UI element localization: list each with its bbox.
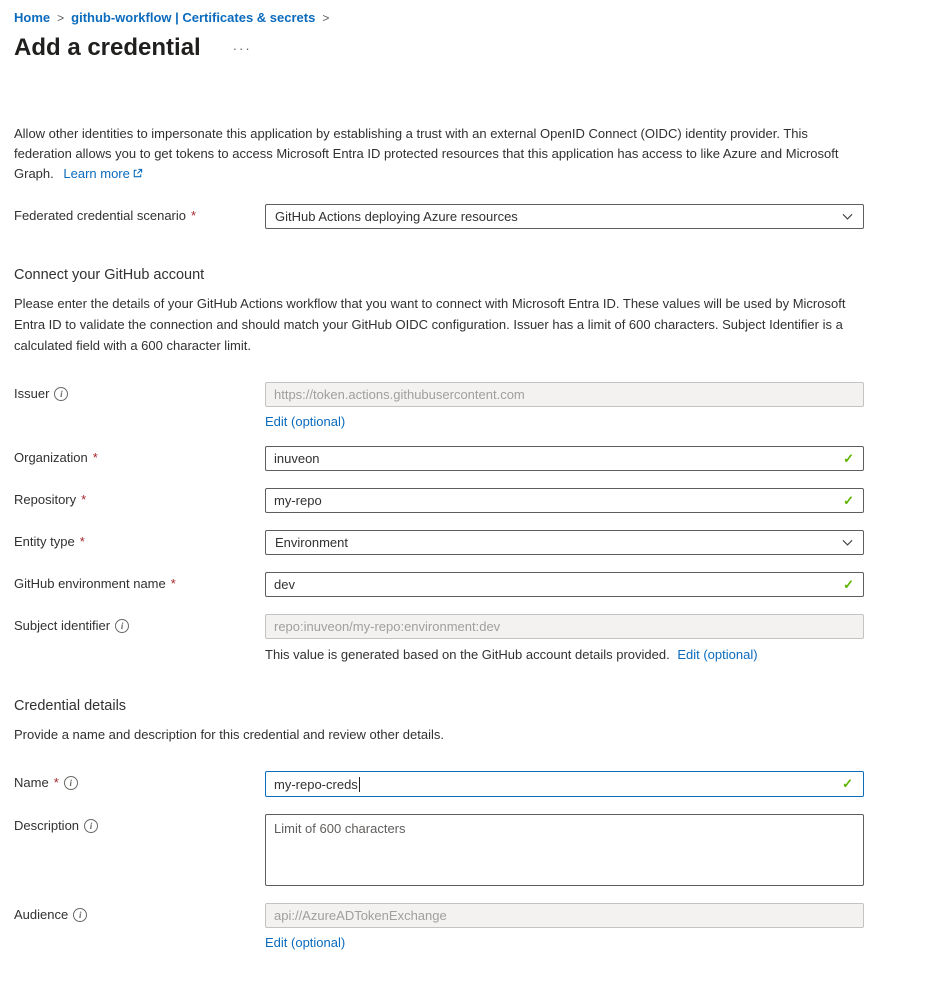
description-textarea[interactable] (265, 814, 864, 886)
entity-type-label: Entity type (14, 534, 75, 549)
repository-input[interactable] (265, 488, 864, 513)
subject-identifier-edit-link[interactable]: Edit (optional) (677, 647, 758, 662)
description-field-row (14, 814, 864, 886)
info-icon[interactable]: i (54, 387, 68, 401)
intro-text: Allow other identities to impersonate this application by establishing a trust with an external OpenID Connect (OIDC) identity provider. This federation allows you to get tokens to access Microsoft Entra ID protected resources that this application has access to like Azure and Microsoft Graph. (14, 126, 839, 181)
info-icon[interactable]: i (64, 776, 78, 790)
required-asterisk: * (81, 492, 87, 507)
required-asterisk: * (53, 775, 59, 790)
required-asterisk: * (170, 576, 176, 591)
chevron-down-icon (841, 536, 854, 549)
repository-label: Repository (14, 492, 77, 507)
credential-section-description: Provide a name and description for this credential and review other details. (14, 727, 444, 742)
external-link-icon (132, 168, 143, 179)
name-field-row (14, 771, 864, 797)
scenario-field-row (14, 204, 864, 229)
issuer-field-row (14, 382, 864, 429)
breadcrumb (14, 10, 864, 25)
audience-field-row (14, 903, 864, 950)
subject-identifier-label: Subject identifier (14, 618, 111, 633)
subject-identifier-input (265, 614, 864, 639)
required-asterisk: * (191, 208, 197, 223)
name-input-value: my-repo-creds (274, 776, 358, 792)
required-asterisk: * (92, 450, 98, 465)
more-actions-button[interactable]: ··· (232, 40, 252, 56)
description-label: Description (14, 818, 80, 833)
page-header (14, 34, 864, 62)
valid-check-icon: ✓ (843, 576, 854, 592)
scenario-selected-value: GitHub Actions deploying Azure resources (275, 209, 518, 224)
entity-type-field-row (14, 530, 864, 555)
repository-field-row (14, 488, 864, 513)
organization-label: Organization (14, 450, 88, 465)
info-icon[interactable]: i (73, 908, 87, 922)
audience-label: Audience (14, 907, 69, 922)
valid-check-icon: ✓ (843, 450, 854, 466)
subject-identifier-field-row (14, 614, 864, 664)
learn-more-link[interactable]: Learn more (63, 166, 130, 181)
breadcrumb-certificates-secrets-link[interactable]: github-workflow | Certificates & secrets (71, 10, 316, 25)
github-section-description: Please enter the details of your GitHub Actions workflow that you want to connect with Microsoft Entra ID. These values will be used by Microsoft Entra ID to validate the connection and should match your GitHub OIDC configuration. Issuer has a limit of 600 characters. Subject Identifier is a calculated field with a 600 character limit. (14, 296, 846, 353)
name-input[interactable] (265, 771, 864, 797)
github-section-heading: Connect your GitHub account (14, 267, 205, 283)
subject-identifier-note: This value is generated based on the GitHub account details provided. (265, 647, 670, 662)
entity-type-selected-value: Environment (275, 535, 348, 550)
valid-check-icon: ✓ (843, 492, 854, 508)
info-icon[interactable]: i (115, 619, 129, 633)
chevron-down-icon (841, 210, 854, 223)
scenario-dropdown[interactable] (265, 204, 864, 229)
organization-input[interactable] (265, 446, 864, 471)
environment-name-field-row (14, 572, 864, 597)
organization-field-row (14, 446, 864, 471)
audience-edit-link[interactable]: Edit (optional) (265, 935, 346, 950)
audience-input (265, 903, 864, 928)
name-label: Name (14, 775, 49, 790)
issuer-edit-link[interactable]: Edit (optional) (265, 414, 346, 429)
scenario-label: Federated credential scenario (14, 208, 186, 223)
environment-name-input[interactable] (265, 572, 864, 597)
valid-check-icon: ✓ (842, 776, 853, 791)
intro-paragraph (14, 124, 862, 184)
breadcrumb-home-link[interactable]: Home (14, 10, 51, 25)
required-asterisk: * (79, 534, 85, 549)
environment-name-label: GitHub environment name (14, 576, 166, 591)
issuer-input (265, 382, 864, 407)
breadcrumb-separator: > (57, 10, 65, 25)
page-title: Add a credential (14, 34, 201, 61)
info-icon[interactable]: i (84, 819, 98, 833)
entity-type-dropdown[interactable] (265, 530, 864, 555)
breadcrumb-separator: > (322, 10, 330, 25)
text-cursor (359, 777, 360, 792)
credential-section-heading: Credential details (14, 698, 127, 714)
issuer-label: Issuer (14, 386, 50, 401)
